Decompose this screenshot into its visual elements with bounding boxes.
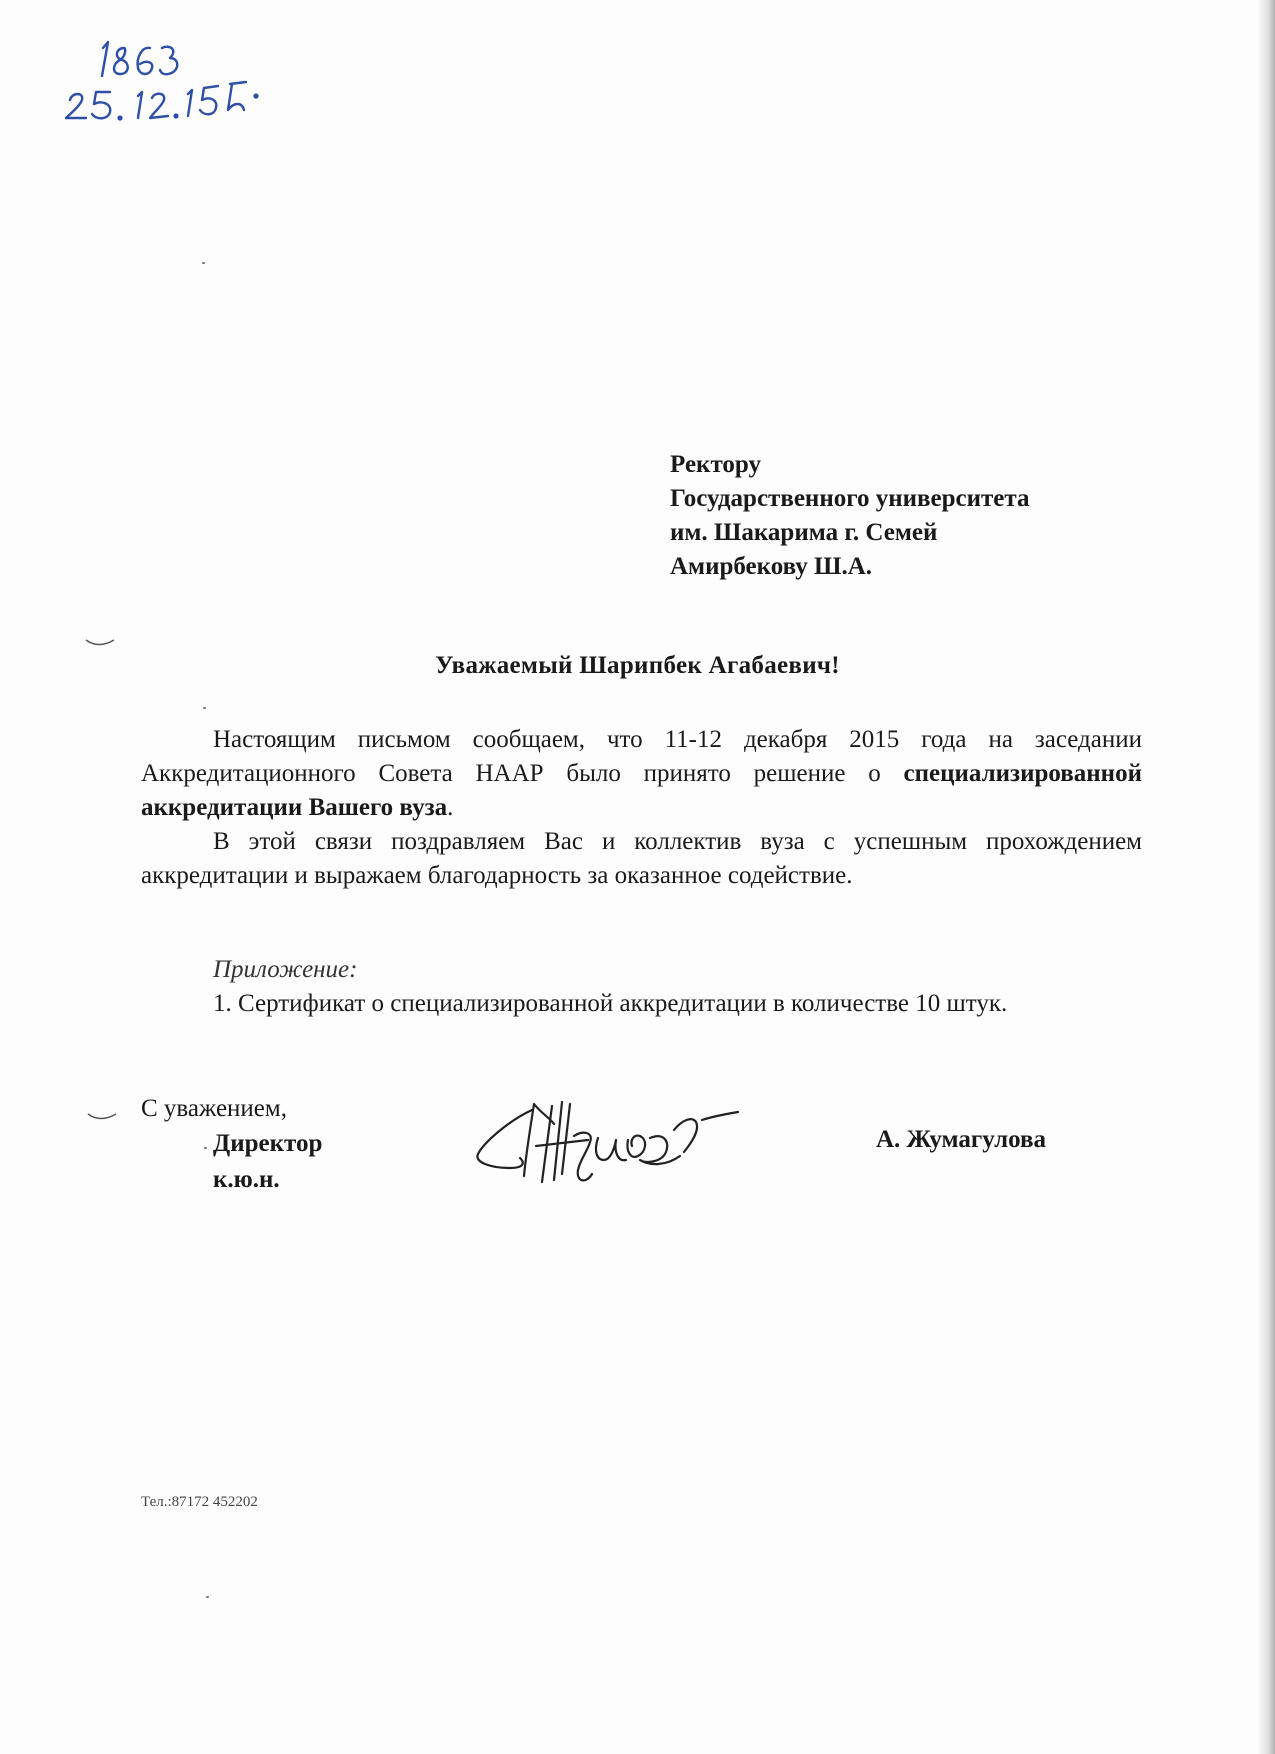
scan-speck xyxy=(204,1147,207,1149)
addressee-block xyxy=(670,448,1030,584)
addressee-line-2: Государственного университета xyxy=(670,485,1030,512)
attachment-label: Приложение: xyxy=(213,956,358,983)
addressee-line-3: им. Шакарима г. Семей xyxy=(670,519,938,546)
scan-speck xyxy=(206,1596,209,1598)
signatory-name: А. Жумагулова xyxy=(876,1126,1047,1153)
addressee-line-4: Амирбекову Ш.А. xyxy=(670,553,873,580)
phone-footer: Тел.:87172 452202 xyxy=(141,1494,258,1510)
scan-speck xyxy=(203,707,206,709)
addressee-line-1: Ректору xyxy=(670,451,761,478)
signatory-title xyxy=(213,1126,322,1198)
margin-mark xyxy=(86,1110,118,1124)
body-p1-bold: специализированной аккредитации Вашего вуза xyxy=(141,760,1142,821)
scan-edge-shadow xyxy=(1257,0,1275,1754)
closing-phrase: С уважением, xyxy=(141,1095,287,1122)
signatory-degree: к.ю.н. xyxy=(213,1166,280,1193)
body-p1-start: Настоящим письмом сообщаем, что 11-12 декабря 2015 года на заседании Аккредитационного Совета НААР было принято решение о xyxy=(141,726,1142,787)
body-paragraph-2: В этой связи поздравляем Вас и коллектив вуза с успешным прохождением аккредитации и выражаем благодарность за оказанное содействие. xyxy=(141,828,1142,889)
body-paragraph-1 xyxy=(141,723,1142,825)
signatory-position: Директор xyxy=(213,1130,323,1157)
salutation: Уважаемый Шарипбек Агабаевич! xyxy=(435,652,840,679)
handwritten-registration-mark xyxy=(58,18,298,128)
attachment-block xyxy=(213,953,1007,1021)
scan-speck xyxy=(202,262,205,264)
handwritten-signature xyxy=(470,1090,800,1200)
margin-mark xyxy=(84,636,116,650)
body-p1-end: . xyxy=(447,794,454,821)
attachment-item: 1. Сертификат о специализированной аккредитации в количестве 10 штук. xyxy=(213,990,1008,1017)
letter-body xyxy=(141,723,1142,893)
